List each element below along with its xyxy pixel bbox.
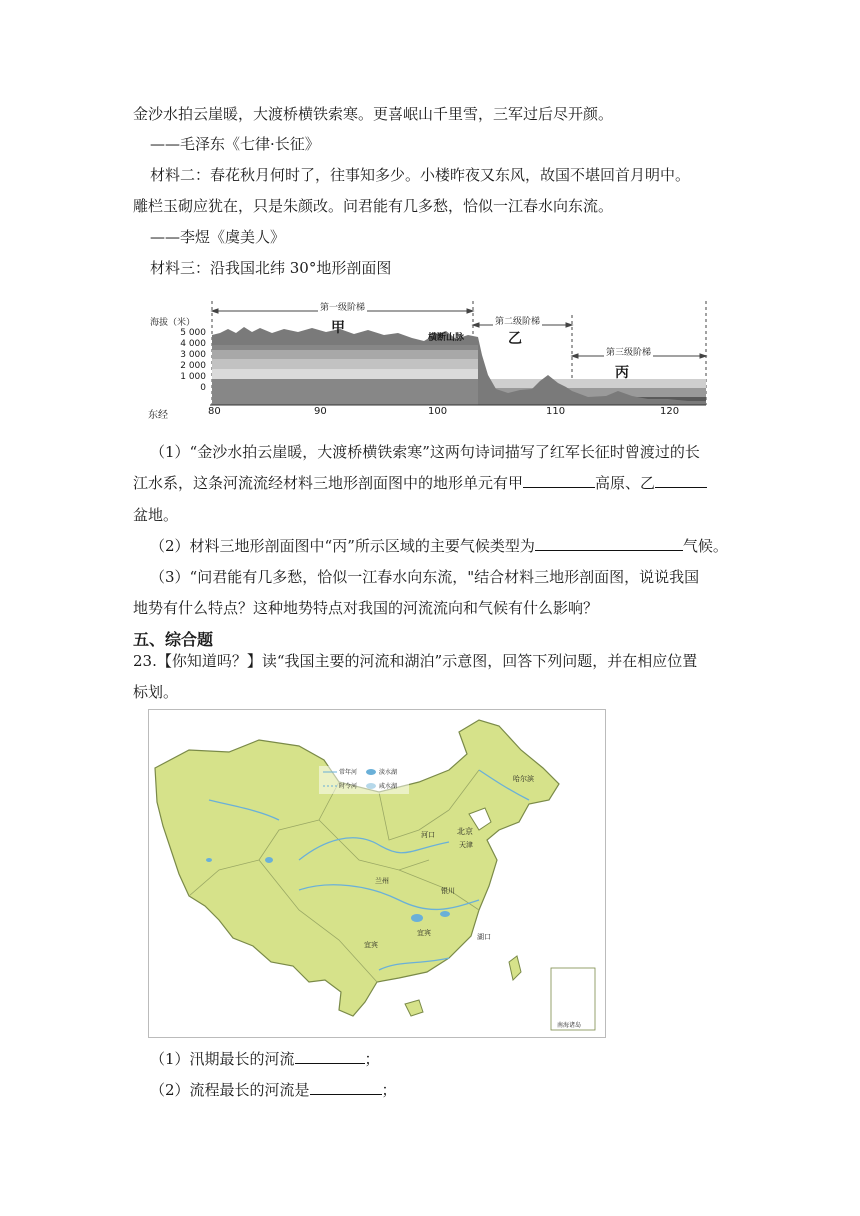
q1-blank-jia[interactable] [523, 473, 595, 488]
place-haerbin: 哈尔滨 [513, 775, 534, 783]
material2-author: ——李煜《虞美人》 [150, 228, 286, 246]
q3-line2: 地势有什么特点？这种地势特点对我国的河流流向和气候有什么影响？ [133, 599, 599, 617]
q23-2-line: （2）流程最长的河流是 ； [150, 1081, 397, 1099]
q23-2-blank[interactable] [310, 1080, 382, 1095]
q23-line2: 标划。 [133, 683, 179, 701]
legend-perennial-river: 常年河 [339, 769, 358, 776]
poem1-author: ——毛泽东《七律·长征》 [150, 135, 320, 153]
q23-line1: 23.【你知道吗？】读“我国主要的河流和湖泊”示意图，回答下列问题，并在相应位置 [133, 652, 698, 670]
legend-saltwater-lake: 咸水湖 [379, 783, 398, 790]
q2-line: （2）材料三地形剖面图中“丙”所示区域的主要气候类型为 气候。 [150, 537, 728, 555]
step2-label: 第二级阶梯 [493, 314, 542, 327]
poem1-line: 金沙水拍云崖暖，大渡桥横铁索寒。更喜岷山千里雪，三军过后尽开颜。 [133, 105, 614, 123]
profile-xtick: 100 [428, 406, 448, 417]
place-hukou: 湖口 [477, 933, 491, 941]
label-bing: 丙 [615, 365, 629, 381]
label-jia: 甲 [331, 320, 345, 336]
profile-xlabel: 东经 [148, 410, 168, 421]
place-nanhai: 南海诸岛 [557, 1022, 582, 1029]
label-yi: 乙 [508, 331, 522, 347]
q23-1-line: （1）汛期最长的河流 ； [150, 1050, 380, 1068]
q1-line2: 江水系，这条河流流经材料三地形剖面图中的地形单元有甲 高原、乙 [133, 472, 707, 494]
profile-xtick: 120 [660, 406, 680, 417]
profile-xtick: 110 [546, 406, 566, 417]
section-heading: 五、综合题 [133, 630, 214, 649]
step3-label: 第三级阶梯 [604, 345, 653, 358]
place-yinchuan: 银川 [441, 887, 455, 895]
profile-ylabel: 海拔（米） [150, 318, 196, 328]
profile-yticks: 5 000 4 000 3 000 2 000 1 000 0 [180, 328, 206, 393]
legend-seasonal-river: 时令河 [339, 783, 358, 790]
material3-title: 材料三：沿我国北纬 30°地形剖面图 [150, 259, 392, 277]
terrain-profile-figure [148, 295, 712, 419]
q1-blank-yi[interactable] [655, 473, 707, 488]
material2-line2: 雕栏玉砌应犹在，只是朱颜改。问君能有几多愁，恰似一江春水向东流。 [133, 197, 614, 215]
place-yibin-2: 宜宾 [364, 941, 378, 949]
mountain-label: 横断山脉 [428, 333, 465, 343]
q1-line3: 盆地。 [133, 506, 179, 524]
place-beijing: 北京 [457, 827, 473, 836]
q2-blank[interactable] [535, 536, 683, 551]
china-river-map [148, 709, 606, 1038]
legend-freshwater-lake: 淡水湖 [379, 769, 398, 776]
place-lanzhou: 兰州 [375, 877, 389, 885]
profile-xtick: 90 [314, 406, 327, 417]
material2-line1: 材料二：春花秋月何时了，往事知多少。小楼昨夜又东风，故国不堪回首月明中。 [150, 166, 691, 184]
profile-xtick: 80 [208, 406, 221, 417]
q1-line1: （1）“金沙水拍云崖暖，大渡桥横铁索寒”这两句诗词描写了红军长征时曾渡过的长 [150, 443, 700, 461]
place-hekou: 河口 [421, 831, 435, 839]
place-yibin: 宜宾 [417, 929, 431, 937]
q3-line1: （3）“问君能有几多愁，恰似一江春水向东流，"结合材料三地形剖面图，说说我国 [150, 568, 700, 586]
place-tianjin: 天津 [459, 841, 473, 849]
step1-label: 第一级阶梯 [318, 300, 367, 313]
q23-1-blank[interactable] [295, 1049, 365, 1064]
